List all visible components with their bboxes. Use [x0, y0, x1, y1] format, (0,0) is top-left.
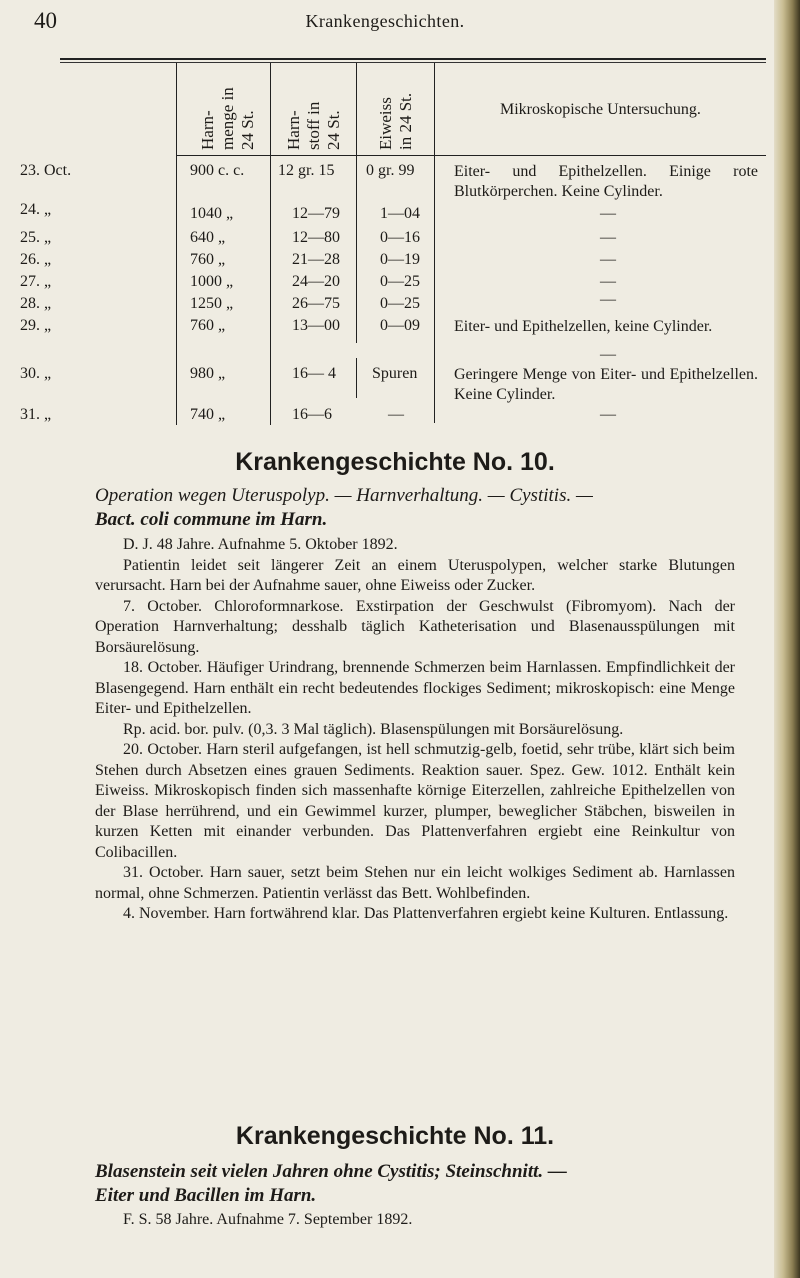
- case-10-paragraph: 20. October. Harn steril aufgefangen, ist hell schmutzig-gelb, foetid, sehr trübe, klärt sich beim Stehen durch Absetzen eines grauen Sediments. Reaktion sauer. Spez. Gew. 1012. Enthält kein Eiweiss. Mikroskopisch finden sich massenhafte körnige Eiterzellen, zahlreiche Epithelzellen von der Blase herrührend, und ein Gewimmel kurzer, plumper, beweglicher Stäbchen, bisweilen in kurzen Ketten mit einander verbunden. Das Plattenverfahren ergiebt eine Reinkultur von Colibacillen.: [95, 741, 735, 861]
- table-cell-date: 23. Oct.: [20, 162, 72, 179]
- table-top-rule: [60, 58, 766, 60]
- table-cell-stoff: 21—28: [292, 251, 340, 268]
- case-10-paragraph: 31. October. Harn sauer, setzt beim Stehen nur ein leicht wolkiges Sediment ab. Harnlassen normal, ohne Schmerzen. Patientin verlässt das Bett. Wohlbefinden.: [95, 864, 735, 902]
- case-10-paragraph: 18. October. Häufiger Urindrang, brennende Schmerzen beim Harnlassen. Empfindlichkeit der Blasengegend. Harn enthält ein recht bedeutendes flockiges Sediment; mikroskopisch: eine Menge Eiter- und Epithelzellen.: [95, 659, 735, 717]
- table-cell-eiweiss: 1—04: [380, 205, 420, 222]
- table-cell-mikro: —: [600, 273, 616, 290]
- case-11-title: Krankengeschichte No. 11.: [235, 1122, 555, 1150]
- table-cell-date: 26. „: [20, 251, 52, 268]
- table-cell-date: 28. „: [20, 295, 52, 312]
- case-10-title: Krankengeschichte No. 10.: [235, 448, 555, 476]
- table-cell-menge: 740 „: [190, 406, 226, 423]
- table-cell-stoff: 26—75: [292, 295, 340, 312]
- table-cell-date: 29. „: [20, 317, 52, 334]
- table-cell-mikro: —: [600, 229, 616, 246]
- column-header-harnstoff: Harn- stoff in 24 St.: [284, 101, 343, 150]
- table-cell-menge: 1040 „: [190, 205, 234, 222]
- case-10-paragraph: 7. October. Chloroformnarkose. Exstirpation der Geschwulst (Fibromyom). Nach der Operation Harnverhaltung; desshalb täglich Katheterisation und Blasenausspülungen mit Borsäurelösung.: [95, 597, 735, 656]
- table-cell-stoff: 16—6: [292, 406, 332, 423]
- table-cell-menge: 900 c. c.: [190, 162, 245, 179]
- page-number: 40: [34, 8, 57, 33]
- table-cell-date: 30. „: [20, 365, 52, 382]
- table-top-rule-thin: [60, 62, 766, 63]
- table-cell-menge: 1000 „: [190, 273, 234, 290]
- case-10-paragraph: Patientin leidet seit längerer Zeit an einem Uteruspolypen, welcher starke Blutungen verursacht. Harn bei der Aufnahme sauer, ohne Eiweiss oder Zucker.: [95, 556, 735, 594]
- case-10-paragraph: 4. November. Harn fortwährend klar. Das Plattenverfahren ergiebt keine Kulturen. Entlassung.: [123, 905, 729, 922]
- case-10-body: [95, 535, 735, 925]
- table-cell-eiweiss: 0—16: [380, 229, 420, 246]
- table-cell-eiweiss: —: [388, 406, 404, 423]
- table-cell-stoff: 13—00: [292, 317, 340, 334]
- table-cell-menge: 640 „: [190, 229, 226, 246]
- table-cell-eiweiss: 0—25: [380, 295, 420, 312]
- table-cell-date: 24. „: [20, 201, 52, 218]
- table-cell-stoff: 12—80: [292, 229, 340, 246]
- column-header-harnmenge: Harn- menge in 24 St.: [198, 87, 257, 150]
- table-cell-stoff: 12—79: [292, 205, 340, 222]
- table-cell-eiweiss: 0 gr. 99: [366, 162, 415, 179]
- case-10-paragraph: Rp. acid. bor. pulv. (0,3. 3 Mal täglich). Blasenspülungen mit Borsäurelösung.: [123, 720, 624, 738]
- col-divider: [356, 358, 357, 398]
- table-cell-menge: 980 „: [190, 365, 226, 382]
- table-cell-eiweiss: 0—25: [380, 273, 420, 290]
- col-divider: [356, 63, 357, 343]
- case-10-subtitle: Operation wegen Uteruspolyp. — Harnverhaltung. — Cystitis. — Bact. coli commune im Harn.: [95, 485, 593, 530]
- case-11-subtitle: Blasenstein seit vielen Jahren ohne Cystitis; Steinschnitt. — Eiter und Bacillen im Harn.: [95, 1161, 567, 1206]
- table-cell-stoff: 12 gr. 15: [278, 162, 335, 179]
- table-cell-mikro: Geringere Menge von Eiter- und Epithelzellen. Keine Cylinder.: [454, 366, 758, 403]
- col-divider: [176, 63, 177, 425]
- column-header-mikroskopische: Mikroskopische Untersuchung.: [500, 101, 701, 118]
- table-cell-eiweiss: 0—19: [380, 251, 420, 268]
- table-cell-mikro: Eiter- und Epithelzellen. Einige rote Blutkörperchen. Keine Cylinder.: [454, 163, 758, 200]
- header-rule: [176, 155, 766, 156]
- table-cell-menge: 760 „: [190, 251, 226, 268]
- table-cell-mikro: —: [600, 406, 616, 423]
- page-edge-shadow: [774, 0, 800, 1278]
- table-cell-date: 31. „: [20, 406, 52, 423]
- table-cell-mikro: Eiter- und Epithelzellen, keine Cylinder.: [454, 318, 713, 335]
- table-cell-date: 25. „: [20, 229, 52, 246]
- page-header: [0, 8, 770, 40]
- urine-table: [20, 58, 770, 430]
- running-title: Krankengeschichten.: [305, 11, 465, 31]
- table-cell-date: 27. „: [20, 273, 52, 290]
- table-cell-mikro: —: [600, 251, 616, 268]
- case-11-paragraph: F. S. 58 Jahre. Aufnahme 7. September 1892.: [123, 1211, 413, 1228]
- table-cell-stoff: 16— 4: [292, 365, 336, 382]
- col-divider: [270, 63, 271, 425]
- case-10-paragraph: D. J. 48 Jahre. Aufnahme 5. Oktober 1892.: [123, 536, 398, 553]
- table-cell-menge: 760 „: [190, 317, 226, 334]
- table-cell-mikro: —: [600, 205, 616, 222]
- table-cell-stoff: 24—20: [292, 273, 340, 290]
- table-cell-eiweiss: Spuren: [372, 365, 418, 382]
- table-cell-mikro: —: [600, 346, 616, 363]
- col-divider: [434, 63, 435, 423]
- table-cell-mikro: —: [600, 291, 616, 308]
- case-11-body: [95, 1210, 735, 1231]
- column-header-eiweiss: Eiweiss in 24 St.: [376, 92, 415, 150]
- table-cell-menge: 1250 „: [190, 295, 234, 312]
- table-cell-eiweiss: 0—09: [380, 317, 420, 334]
